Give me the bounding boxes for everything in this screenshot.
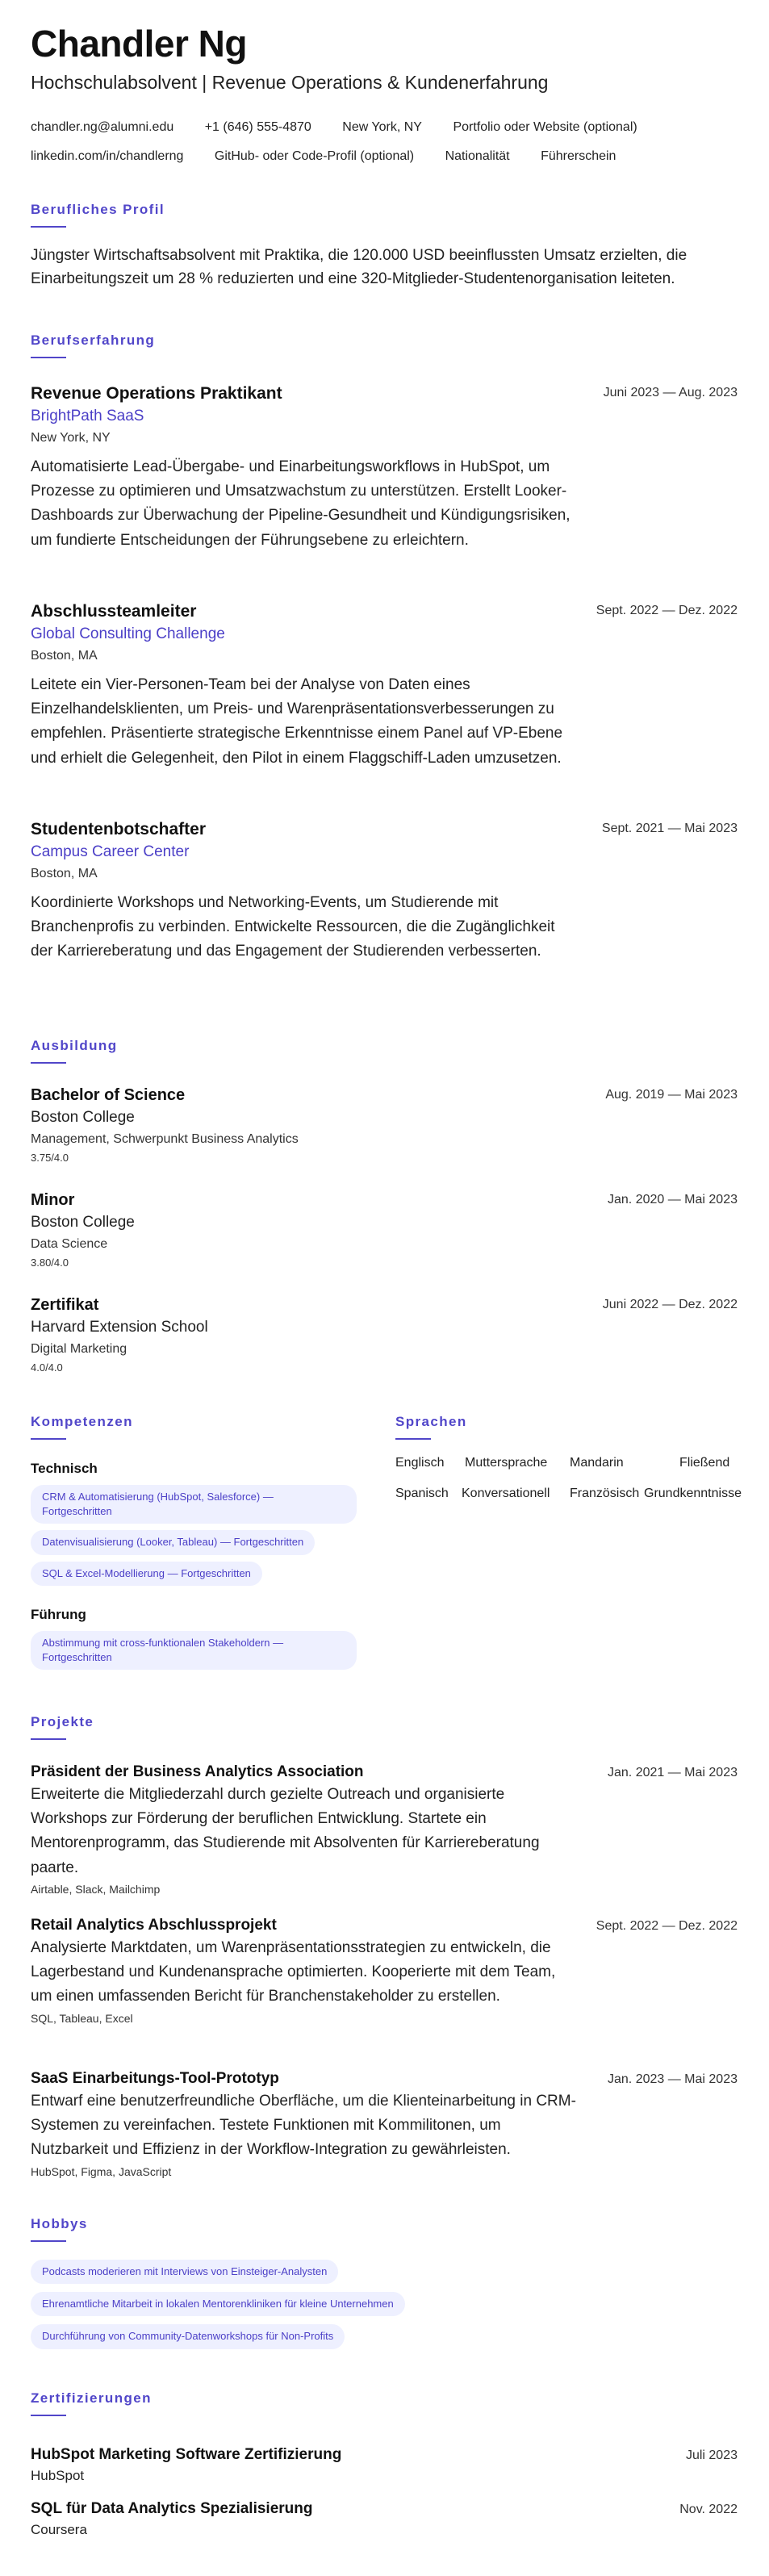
language-name: Spanisch [395, 1487, 449, 1500]
contact-linkedin[interactable]: linkedin.com/in/chandlerng [31, 149, 184, 163]
skill-tag: Abstimmung mit cross-funktionalen Stakeholdern — Fortgeschritten [31, 1631, 357, 1670]
section-rule [395, 1438, 431, 1440]
education-gpa: 3.75/4.0 [31, 1152, 69, 1165]
section-title-education: Ausbildung [31, 1038, 118, 1053]
certification-date: Juli 2023 [685, 2448, 738, 2462]
experience-date: Juni 2023 — Aug. 2023 [603, 386, 738, 399]
education-gpa: 4.0/4.0 [31, 1361, 63, 1374]
section-rule [31, 1062, 66, 1064]
project-name: SaaS Einarbeitungs-Tool-Prototyp [31, 2070, 279, 2087]
experience-location: New York, NY [31, 430, 111, 445]
education-item [31, 1294, 738, 1376]
candidate-name: Chandler Ng [31, 23, 247, 65]
skill-group-title: Technisch [31, 1461, 98, 1476]
project-description: Analysierte Marktdaten, um Warenpräsentationsstrategien zu entwickeln, die Lagerbestand und Kundenansprache optimierten. Kooperierte mit dem Team, um einen umfassenden Bericht für Branchenstakeholder zu erstellen. [31, 1938, 556, 2005]
hobby-tag: Ehrenamtliche Mitarbeit in lokalen Mentorenkliniken für kleine Unternehmen [31, 2292, 405, 2316]
language-row [395, 1448, 750, 1478]
project-description: Erweiterte die Mitgliederzahl durch gezielte Outreach und organisierte Workshops zur Förderung der beruflichen Entwicklung. Startete ein Mentorenprogramm, das Studierende mit Absolventen für Karriereberatung paarte. [31, 1785, 540, 1876]
experience-company: BrightPath SaaS [31, 408, 144, 425]
project-tech: SQL, Tableau, Excel [31, 2011, 133, 2025]
experience-item [31, 818, 738, 964]
contact-nationality: Nationalität [445, 149, 510, 163]
hobby-tag: Podcasts moderieren mit Interviews von Einsteiger-Analysten [31, 2260, 338, 2284]
language-level: Fließend [679, 1456, 730, 1470]
experience-item [31, 383, 738, 553]
experience-role: Studentenbotschafter [31, 820, 207, 838]
experience-location: Boston, MA [31, 866, 98, 880]
hobby-list [31, 2260, 405, 2356]
experience-date: Sept. 2022 — Dez. 2022 [596, 604, 738, 617]
skills-column [31, 1461, 378, 1676]
project-date: Jan. 2021 — Mai 2023 [608, 1766, 738, 1779]
headline: Hochschulabsolvent | Revenue Operations & Kundenerfahrung [31, 72, 549, 93]
language-name: Mandarin [570, 1456, 624, 1470]
language-name: Französisch [570, 1487, 640, 1500]
section-rule [31, 1738, 66, 1740]
contact-list [31, 113, 741, 171]
experience-role: Abschlussteamleiter [31, 602, 197, 621]
section-title-hobbies: Hobbys [31, 2216, 88, 2231]
experience-company: Global Consulting Challenge [31, 625, 225, 643]
language-level: Grundkenntnisse [644, 1487, 742, 1500]
project-name: Präsident der Business Analytics Association [31, 1763, 364, 1780]
education-school: Boston College [31, 1214, 135, 1231]
certification-issuer: Coursera [31, 2521, 87, 2537]
education-gpa: 3.80/4.0 [31, 1257, 69, 1269]
skill-tag: SQL & Excel-Modellierung — Fortgeschritten [31, 1562, 262, 1586]
education-date: Aug. 2019 — Mai 2023 [605, 1088, 738, 1102]
section-title-projects: Projekte [31, 1714, 94, 1729]
experience-description: Koordinierte Workshops und Networking-Events, um Studierende mit Branchenprofis zu verbinden. Entwickelte Ressourcen, die die Zugänglichkeit der Karriereberatung und das Engagement der Studierenden verbesserten. [31, 893, 555, 960]
experience-location: Boston, MA [31, 648, 98, 663]
skill-tag: CRM & Automatisierung (HubSpot, Salesforce) — Fortgeschritten [31, 1485, 357, 1524]
certification-item [31, 2499, 738, 2540]
section-rule [31, 2415, 66, 2416]
education-degree: Bachelor of Science [31, 1086, 186, 1104]
skill-tag: Datenvisualisierung (Looker, Tableau) — Fortgeschritten [31, 1530, 315, 1554]
profile-summary: Jüngster Wirtschaftsabsolvent mit Praktika, die 120.000 USD beeinflussten Umsatz erzielten, die Einarbeitungszeit um 28 % reduzierten und eine 320-Mitglieder-Studentenorganisation leiteten. [31, 247, 688, 288]
project-tech: Airtable, Slack, Mailchimp [31, 1883, 161, 1896]
contact-phone[interactable]: +1 (646) 555-4870 [204, 120, 311, 134]
certification-name: HubSpot Marketing Software Zertifizierung [31, 2446, 342, 2463]
certification-date: Nov. 2022 [679, 2503, 738, 2516]
language-level: Muttersprache [465, 1456, 548, 1470]
project-item [31, 1916, 738, 2027]
section-rule [31, 2240, 66, 2242]
education-item [31, 1085, 738, 1166]
project-item [31, 1763, 738, 1899]
language-level: Konversationell [462, 1487, 550, 1500]
certification-name: SQL für Data Analytics Spezialisierung [31, 2500, 313, 2517]
contact-email[interactable]: chandler.ng@alumni.edu [31, 120, 174, 134]
project-description: Entwarf eine benutzerfreundliche Oberfläche, um die Klienteinarbeitung in CRM-Systemen zu vereinfachen. Testete Funktionen mit Kommilitonen, um Nutzbarkeit und Effizienz in der Workflow-Integration zu gewährleisten. [31, 2092, 576, 2159]
section-rule [31, 226, 66, 228]
language-row [395, 1478, 750, 1509]
section-title-experience: Berufserfahrung [31, 332, 156, 348]
education-field: Data Science [31, 1237, 108, 1252]
education-field: Digital Marketing [31, 1342, 127, 1357]
project-name: Retail Analytics Abschlussprojekt [31, 1917, 277, 1934]
languages-column [395, 1448, 750, 1509]
contact-github[interactable]: GitHub- oder Code-Profil (optional) [214, 149, 415, 163]
section-rule [31, 357, 66, 358]
education-field: Management, Schwerpunkt Business Analytics [31, 1132, 299, 1147]
contact-portfolio[interactable]: Portfolio oder Website (optional) [453, 120, 637, 134]
education-degree: Zertifikat [31, 1296, 99, 1314]
section-title-certifications: Zertifizierungen [31, 2390, 152, 2406]
certification-issuer: HubSpot [31, 2467, 85, 2483]
project-item [31, 2069, 738, 2181]
section-title-profile: Berufliches Profil [31, 202, 165, 217]
education-date: Juni 2022 — Dez. 2022 [602, 1298, 738, 1311]
experience-description: Leitete ein Vier-Personen-Team bei der Analyse von Daten eines Einzelhandelsklienten, um Preis- und Warenpräsentationsverbesserungen zu empfehlen. Präsentierte strategische Erkenntnisse einem Panel auf VP-Ebene und erhielt die Gelegenheit, den Pilot in einem Flaggschiff-Laden umzusetzen. [31, 675, 563, 767]
skill-group-title: Führung [31, 1606, 86, 1622]
education-school: Boston College [31, 1109, 135, 1126]
contact-license: Führerschein [541, 149, 616, 163]
experience-description: Automatisierte Lead-Übergabe- und Einarbeitungsworkflows in HubSpot, um Prozesse zu optimieren und Umsatzwachstum zu unterstützen. Erstellt Looker-Dashboards zur Überwachung der Pipeline-Gesundheit und Kündigungsrisiken, um fundierte Entscheidungen der Führungsebene zu erleichtern. [31, 458, 570, 549]
education-school: Harvard Extension School [31, 1319, 208, 1336]
section-title-languages: Sprachen [395, 1414, 467, 1429]
certification-item [31, 2445, 738, 2486]
experience-role: Revenue Operations Praktikant [31, 384, 282, 403]
experience-date: Sept. 2021 — Mai 2023 [601, 822, 738, 835]
experience-item [31, 600, 738, 771]
education-degree: Minor [31, 1191, 75, 1209]
contact-location: New York, NY [342, 120, 422, 134]
experience-company: Campus Career Center [31, 843, 190, 861]
section-title-skills: Kompetenzen [31, 1414, 133, 1429]
hobby-tag: Durchführung von Community-Datenworkshops für Non-Profits [31, 2324, 345, 2348]
project-date: Jan. 2023 — Mai 2023 [608, 2072, 738, 2086]
project-tech: HubSpot, Figma, JavaScript [31, 2164, 172, 2178]
section-rule [31, 1438, 66, 1440]
project-date: Sept. 2022 — Dez. 2022 [596, 1919, 738, 1933]
education-item [31, 1190, 738, 1271]
language-name: Englisch [395, 1456, 445, 1470]
education-date: Jan. 2020 — Mai 2023 [608, 1193, 738, 1206]
